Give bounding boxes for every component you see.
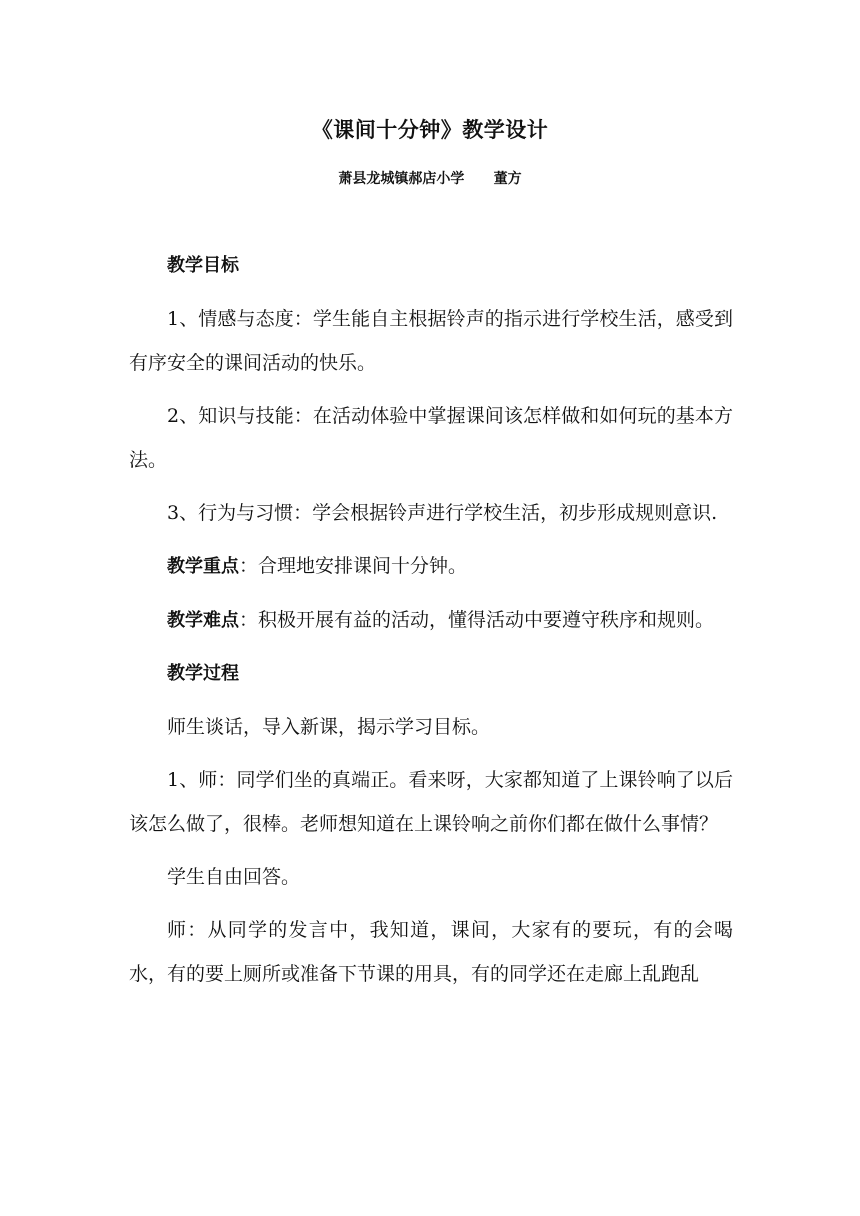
key-point-text: ：合理地安排课间十分钟。	[239, 555, 468, 577]
document-title: 《课间十分钟》教学设计	[311, 118, 549, 142]
difficulty-paragraph	[129, 598, 733, 643]
process-heading: 教学过程	[167, 663, 239, 684]
key-point-label: 教学重点	[167, 556, 239, 577]
process-step-2: 学生自由回答。	[167, 866, 301, 888]
process-intro: 师生谈话，导入新课，揭示学习目标。	[167, 716, 491, 738]
objective-2: 2、知识与技能：在活动体验中掌握课间该怎样做和如何玩的基本方法。	[129, 405, 733, 471]
objectives-heading: 教学目标	[167, 255, 239, 276]
objective-1: 1、情感与态度：学生能自主根据铃声的指示进行学校生活，感受到有序安全的课间活动的快乐。	[129, 308, 733, 374]
process-step-3: 师：从同学的发言中，我知道，课间，大家有的要玩，有的会喝水，有的要上厕所或准备下节课的用具，有的同学还在走廊上乱跑乱	[129, 919, 733, 985]
difficulty-text: ：积极开展有益的活动，懂得活动中要遵守秩序和规则。	[239, 609, 715, 631]
objective-3: 3、行为与习惯：学会根据铃声进行学校生活，初步形成规则意识.	[167, 502, 718, 524]
document-body	[129, 244, 733, 1005]
key-point-paragraph	[129, 544, 733, 589]
process-step-1: 1、师：同学们坐的真端正。看来呀，大家都知道了上课铃响了以后该怎么做了，很棒。老师想知道在上课铃响之前你们都在做什么事情？	[129, 769, 733, 835]
author-byline: 萧县龙城镇郝店小学 董方	[338, 171, 522, 187]
difficulty-label: 教学难点	[167, 610, 239, 631]
